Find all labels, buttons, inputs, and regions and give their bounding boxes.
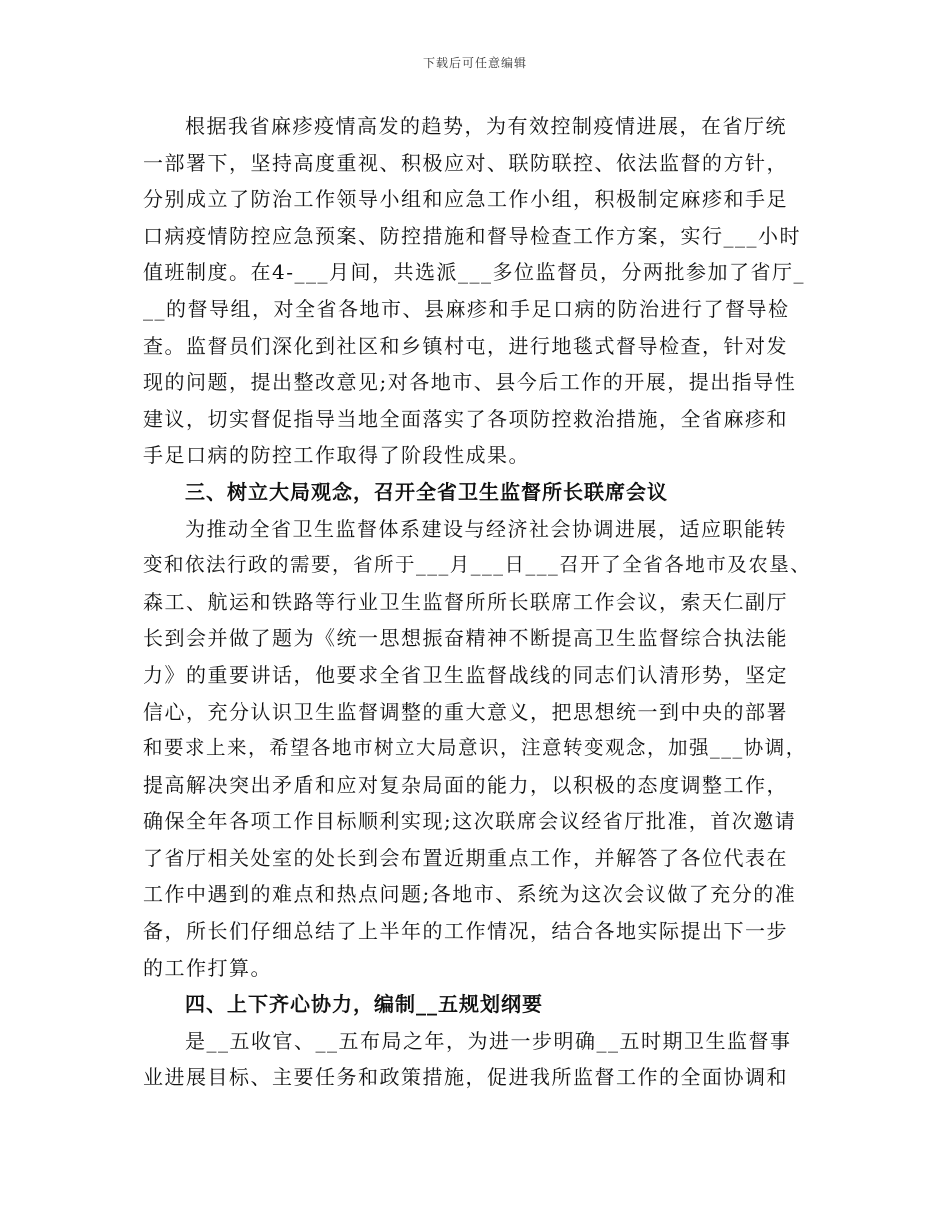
- paragraph-line: 信心，充分认识卫生监督调整的重大意义，把思想统一到中央的部署: [143, 699, 788, 724]
- paragraph-line: 查。监督员们深化到社区和乡镇村屯，进行地毯式督导检查，针对发: [143, 333, 788, 358]
- paragraph-line: 现的问题，提出整改意见;对各地市、县今后工作的开展，提出指导性: [143, 370, 797, 395]
- paragraph-line: 森工、航运和铁路等行业卫生监督所所长联席工作会议，索天仁副厅: [143, 589, 788, 614]
- paragraph-line: 提高解决突出矛盾和应对复杂局面的能力，以积极的态度调整工作，: [143, 772, 788, 797]
- paragraph-line: 根据我省麻疹疫情高发的趋势，为有效控制疫情进展，在省厅统: [185, 114, 787, 138]
- paragraph-line: __的督导组，对全省各地市、县麻疹和手足口病的防治进行了督导检: [143, 296, 790, 321]
- paragraph-line: 了省厅相关处室的处长到会布置近期重点工作，并解答了各位代表在: [143, 845, 788, 870]
- paragraph-line: 业进展目标、主要任务和政策措施，促进我所监督工作的全面协调和: [143, 1065, 788, 1090]
- paragraph-line: 一部署下，坚持高度重视、积极应对、联防联控、依法监督的方针，: [143, 150, 788, 175]
- paragraph-line: 长到会并做了题为《统一思想振奋精神不断提高卫生监督综合执法能: [143, 626, 788, 651]
- paragraph-line: 手足口病的防控工作取得了阶段性成果。: [143, 443, 530, 468]
- paragraph-line: 分别成立了防治工作领导小组和应急工作小组，积极制定麻疹和手足: [143, 187, 788, 212]
- page-header-note: 下载后可任意编辑: [422, 56, 527, 70]
- paragraph-line: 为推动全省卫生监督体系建设与经济社会协调进展，适应职能转: [185, 516, 787, 541]
- paragraph-line: 口病疫情防控应急预案、防控措施和督导检查工作方案，实行___小时: [143, 223, 801, 248]
- paragraph-line: 力》的重要讲话，他要求全省卫生监督战线的同志们认清形势，坚定: [143, 662, 788, 687]
- paragraph-line: 的工作打算。: [143, 955, 272, 980]
- paragraph-line: 工作中遇到的难点和热点问题;各地市、系统为这次会议做了充分的准: [143, 882, 797, 907]
- paragraph-line: 确保全年各项工作目标顺利实现;这次联席会议经省厅批准，首次邀请: [143, 809, 797, 834]
- paragraph-line: 值班制度。在4-___月间，共选派___多位监督员，分两批参加了省厅_: [143, 260, 805, 285]
- document-body: [143, 108, 815, 1096]
- paragraph-line: 备，所长们仔细总结了上半年的工作情况，结合各地实际提出下一步: [143, 919, 788, 944]
- paragraph-line: 和要求上来，希望各地市树立大局意识，注意转变观念，加强___协调，: [143, 736, 807, 760]
- paragraph-line: 建议，切实督促指导当地全面落实了各项防控救治措施，全省麻疹和: [143, 406, 788, 431]
- paragraph-line: 是__五收官、__五布局之年，为进一步明确__五时期卫生监督事: [185, 1028, 792, 1053]
- section-heading: 四、上下齐心协力，编制__五规划纲要: [185, 992, 543, 1017]
- section-heading: 三、树立大局观念，召开全省卫生监督所长联席会议: [185, 479, 668, 504]
- paragraph-line: 变和依法行政的需要，省所于___月___日___召开了全省各地市及农垦、: [143, 553, 812, 577]
